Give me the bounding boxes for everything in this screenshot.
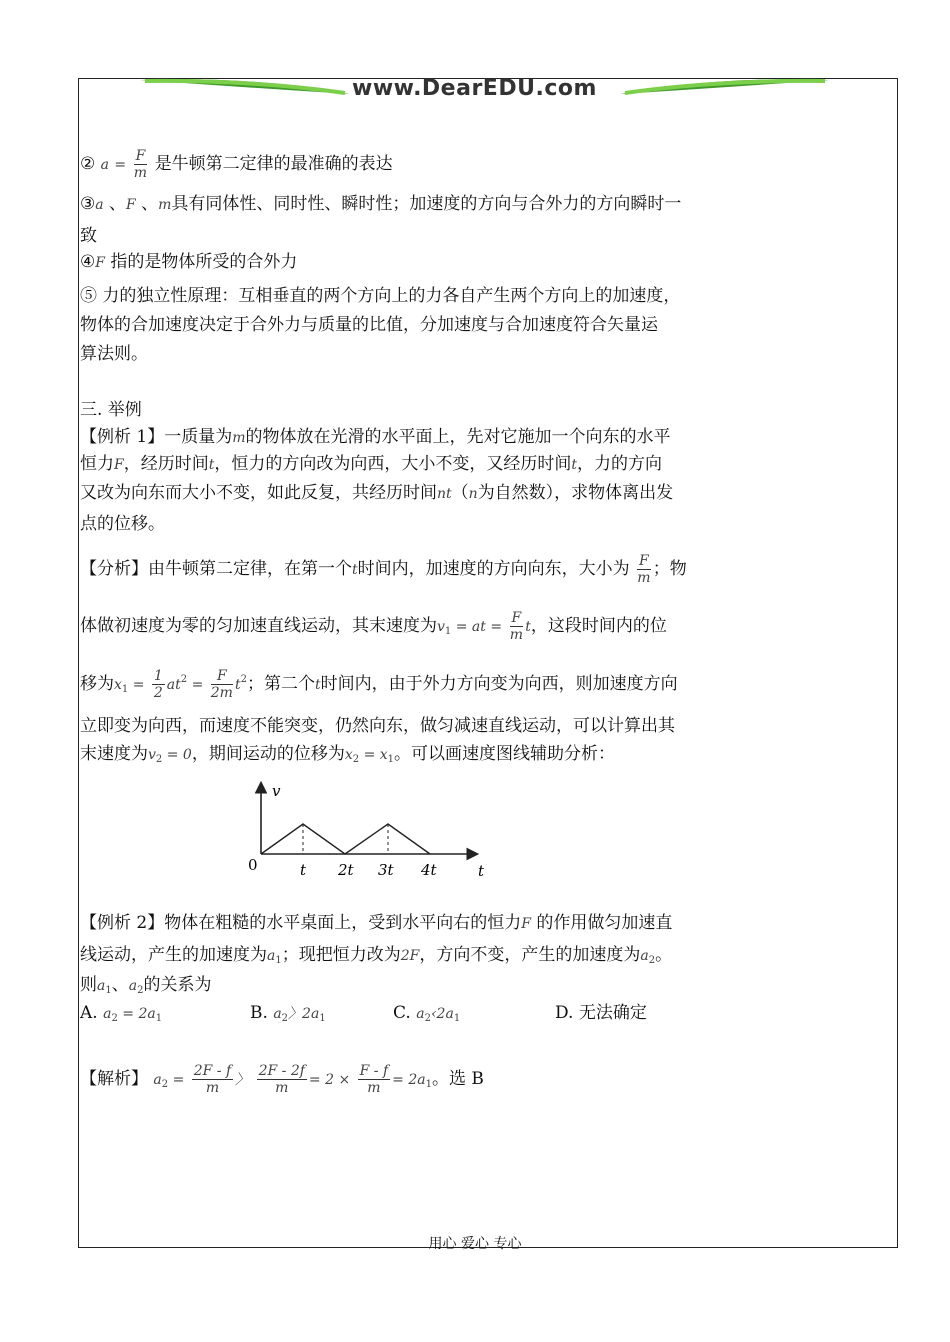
tick-2t: 2t [338, 861, 354, 879]
section-title: 三. 举例 [80, 400, 142, 420]
solution: 【解析】 $a_2$ = $\frac{2F - f}{m}$ 〉 $\frac{2F - 2f}{m}$ = 2 × $\frac{F - f}{m}$ = $2a_1$。选 B [80, 1063, 484, 1096]
item-2: ② a = $\frac{F}{m}$ 是牛顿第二定律的最准确的表达 [80, 148, 393, 181]
tick-4t: 4t [421, 861, 437, 879]
analysis-line2: 体做初速度为零的匀加速直线运动，其末速度为$v_1$ = at = $\frac{F}{m}$ t，这段时间内的位 [80, 610, 667, 643]
analysis-line5: 末速度为$v_2 = 0$，期间运动的位移为$x_2 = x_1$。可以画速度图线辅助分析： [80, 744, 616, 765]
ex1-line3: 又改为向东而大小不变，如此反复，共经历时间nt（n为自然数），求物体离出发 [80, 483, 674, 503]
velocity-graph [240, 778, 500, 882]
origin-label: 0 [248, 856, 258, 874]
analysis-line1: 【分析】由牛顿第二定律，在第一个t时间内，加速度的方向向东，大小为 $\frac{F}{m}$ ；物 [80, 553, 687, 586]
analysis-line3: 移为$x_1$ = $\frac{1}{2}$ $at^2$ = $\frac{F}{2m}$ $t^2$；第二个t时间内，由于外力方向变为向西，则加速度方向 [80, 668, 678, 701]
velocity-line [261, 824, 430, 854]
tick-t: t [300, 861, 307, 879]
ex2-line1: 【例析 2】物体在粗糙的水平桌面上，受到水平向右的恒力F 的作用做匀加速直 [80, 913, 673, 933]
y-axis-label: v [272, 782, 281, 800]
site-logo[interactable]: www.DearEDU.com [352, 76, 597, 101]
item-5-l1: ⑤ 力的独立性原理：互相垂直的两个方向上的力各自产生两个方向上的加速度， [80, 286, 681, 306]
ex2-line3: 则$a_1$、$a_2$的关系为 [80, 975, 212, 996]
option-a[interactable]: A. $a_2 = 2a_1$ [80, 1003, 163, 1024]
ex1-line4: 点的位移。 [80, 514, 165, 534]
option-d[interactable]: D. 无法确定 [555, 1003, 647, 1023]
item-4: ④F 指的是物体所受的合外力 [80, 252, 298, 272]
page-footer: 用心 爱心 专心 [428, 1236, 522, 1252]
item-3-cont: 致 [80, 226, 97, 246]
ex1-line1: 【例析 1】一质量为m的物体放在光滑的水平面上，先对它施加一个向东的水平 [80, 427, 671, 447]
ex1-line2: 恒力F，经历时间t，恒力的方向改为向西，大小不变，又经历时间t，力的方向 [80, 454, 662, 474]
item-5-l2: 物体的合加速度决定于合外力与质量的比值，分加速度与合加速度符合矢量运 [80, 315, 658, 335]
option-b[interactable]: B. $a_2$〉$2a_1$ [250, 1003, 326, 1024]
item-3: ③a 、F 、m具有同体性、同时性、瞬时性；加速度的方向与合外力的方向瞬时一 [80, 194, 682, 214]
ex2-line2: 线运动，产生的加速度为$a_1$；现把恒力改为2F，方向不变，产生的加速度为$a_2$。 [80, 945, 673, 966]
x-axis-label: t [478, 862, 485, 880]
item-5-l3: 算法则。 [80, 344, 148, 364]
analysis-line4: 立即变为向西，而速度不能突变，仍然向东，做匀减速直线运动，可以计算出其 [80, 716, 675, 736]
tick-3t: 3t [378, 861, 394, 879]
option-c[interactable]: C. $a_2‹2a_1$ [393, 1003, 461, 1024]
